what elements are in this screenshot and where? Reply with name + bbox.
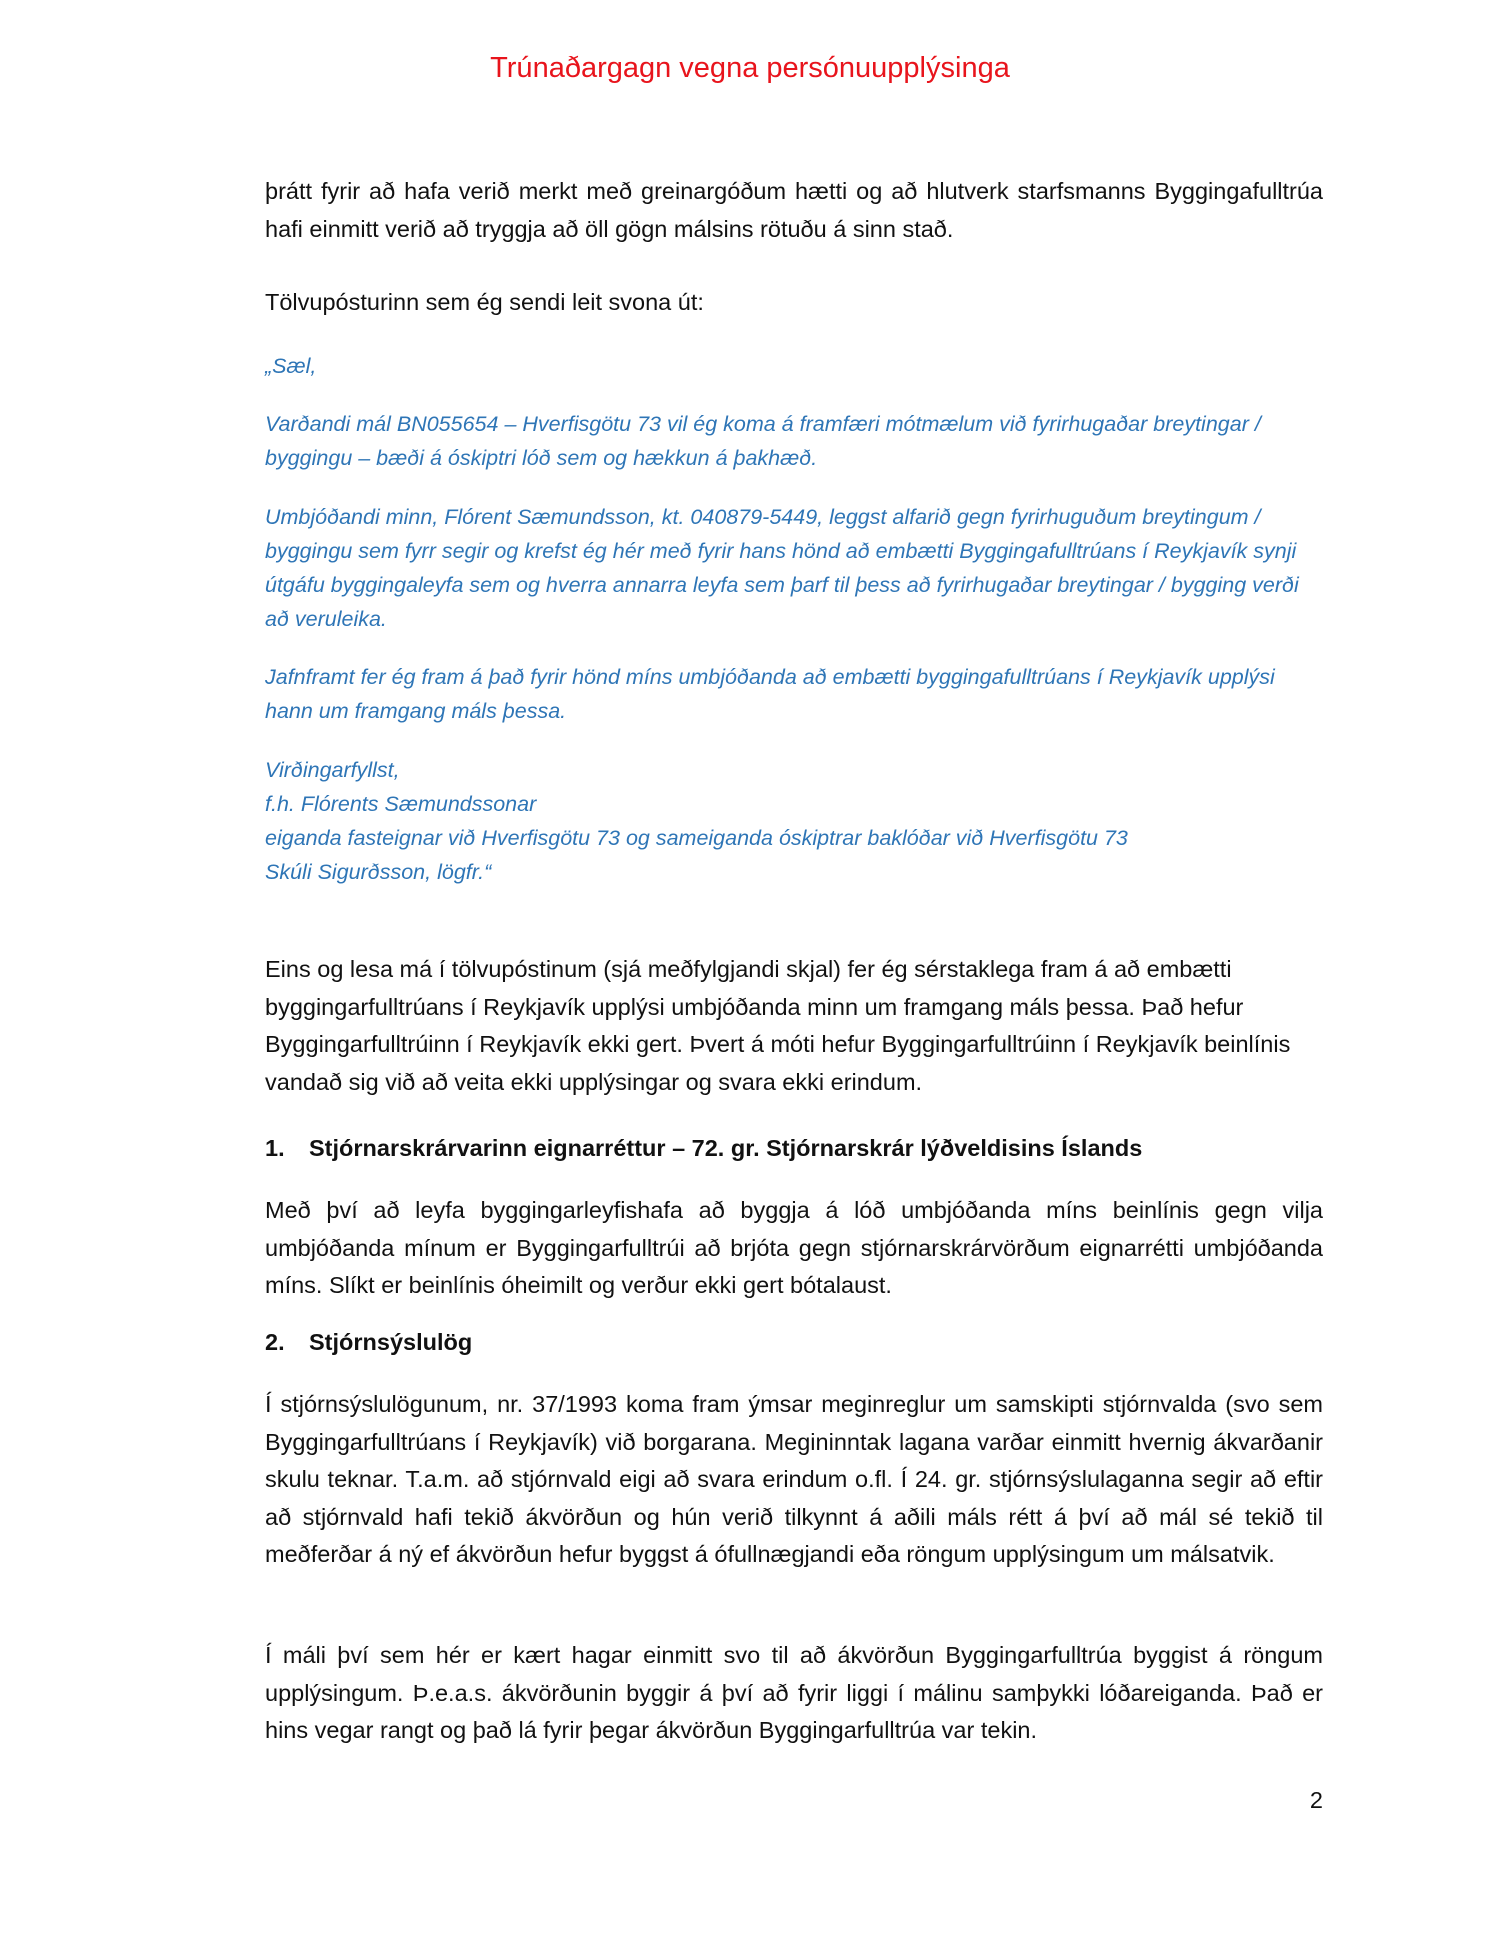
section-heading [265, 1130, 1323, 1168]
paragraph-after-email: Eins og lesa má í tölvupóstinum (sjá meðfylgjandi skjal) fer ég sérstaklega fram á að embætti byggingarfulltrúans í Reykjavík upplýsi umbjóðanda minn um framgang máls þessa. Það hefur Byggingarfulltrúinn í Reykjavík ekki gert. Þvert á móti hefur Byggingarfulltrúinn í Reykjavík beinlínis vandað sig við að veita ekki upplýsingar og svara ekki erindum. [265, 956, 1291, 1095]
email-greeting: „Sæl, [265, 354, 317, 378]
email-paragraph: Umbjóðandi minn, Flórent Sæmundsson, kt. 040879-5449, leggst alfarið gegn fyrirhuguðum breytingum / byggingu sem fyrr segir og krefst ég hér með fyrir hans hönd að embætti Byggingafulltrúans í Reykjavík synji útgáfu byggingaleyfa sem og hverra annarra leyfa sem þarf til þess að fyrirhugaðar breytingar / bygging verði að veruleika. [265, 505, 1299, 631]
email-signature-line: eiganda fasteignar við Hverfisgötu 73 og sameiganda óskiptrar baklóðar við Hverfisgötu 73 [265, 826, 1128, 850]
email-paragraph: Jafnframt fer ég fram á það fyrir hönd míns umbjóðanda að embætti byggingafulltrúans í Reykjavík upplýsi hann um framgang máls þessa. [265, 665, 1275, 723]
section-number: 1. [265, 1135, 285, 1161]
paragraph-intro: þrátt fyrir að hafa verið merkt með greinargóðum hætti og að hlutverk starfsmanns Byggingafulltrúa hafi einmitt verið að tryggja að öll gögn málsins rötuðu á sinn stað. [265, 178, 1323, 242]
section-title: Stjórnsýslulög [309, 1329, 473, 1355]
email-signature-line: f.h. Flórents Sæmundssonar [265, 792, 537, 816]
section-paragraph: Í máli því sem hér er kært hagar einmitt svo til að ákvörðun Byggingarfulltrúa byggist á röngum upplýsingum. Þ.e.a.s. ákvörðunin byggir á því að fyrir liggi í málinu samþykki lóðareiganda. Það er hins vegar rangt og það lá fyrir þegar ákvörðun Byggingarfulltrúa var tekin. [265, 1642, 1323, 1743]
confidential-header: Trúnaðargagn vegna persónuupplýsinga [490, 52, 1010, 84]
section-title: Stjórnarskrárvarinn eignarréttur – 72. gr. Stjórnarskrár lýðveldisins Íslands [309, 1135, 1143, 1161]
email-paragraph: Varðandi mál BN055654 – Hverfisgötu 73 vil ég koma á framfæri mótmælum við fyrirhugaðar breytingar / byggingu – bæði á óskiptri lóð sem og hækkun á þakhæð. [265, 412, 1261, 470]
email-signature-line: Skúli Sigurðsson, lögfr.“ [265, 860, 492, 884]
section-number: 2. [265, 1329, 285, 1355]
section-paragraph: Í stjórnsýslulögunum, nr. 37/1993 koma fram ýmsar meginreglur um samskipti stjórnvalda (svo sem Byggingarfulltrúans í Reykjavík) við borgarana. Megininntak lagana varðar einmitt hvernig ákvarðanir skulu teknar. T.a.m. að stjórnvald eigi að svara erindum o.fl. Í 24. gr. stjórnsýslulaganna segir að eftir að stjórnvald hafi tekið ákvörðun og hún verið tilkynnt á aðili máls rétt á því að mál sé tekið til meðferðar á ný ef ákvörðun hefur byggst á ófullnægjandi eða röngum upplýsingum um málsatvik. [265, 1391, 1323, 1567]
page-number: 2 [1309, 1787, 1323, 1813]
email-signoff: Virðingarfyllst, [265, 758, 400, 782]
section-paragraph: Með því að leyfa byggingarleyfishafa að byggja á lóð umbjóðanda míns beinlínis gegn vilja umbjóðanda mínum er Byggingarfulltrúi að brjóta gegn stjórnarskrárvörðum eignarrétti umbjóðanda míns. Slíkt er beinlínis óheimilt og verður ekki gert bótalaust. [265, 1197, 1323, 1298]
section-heading [265, 1324, 1323, 1362]
paragraph-email-lead: Tölvupósturinn sem ég sendi leit svona út: [265, 289, 704, 315]
